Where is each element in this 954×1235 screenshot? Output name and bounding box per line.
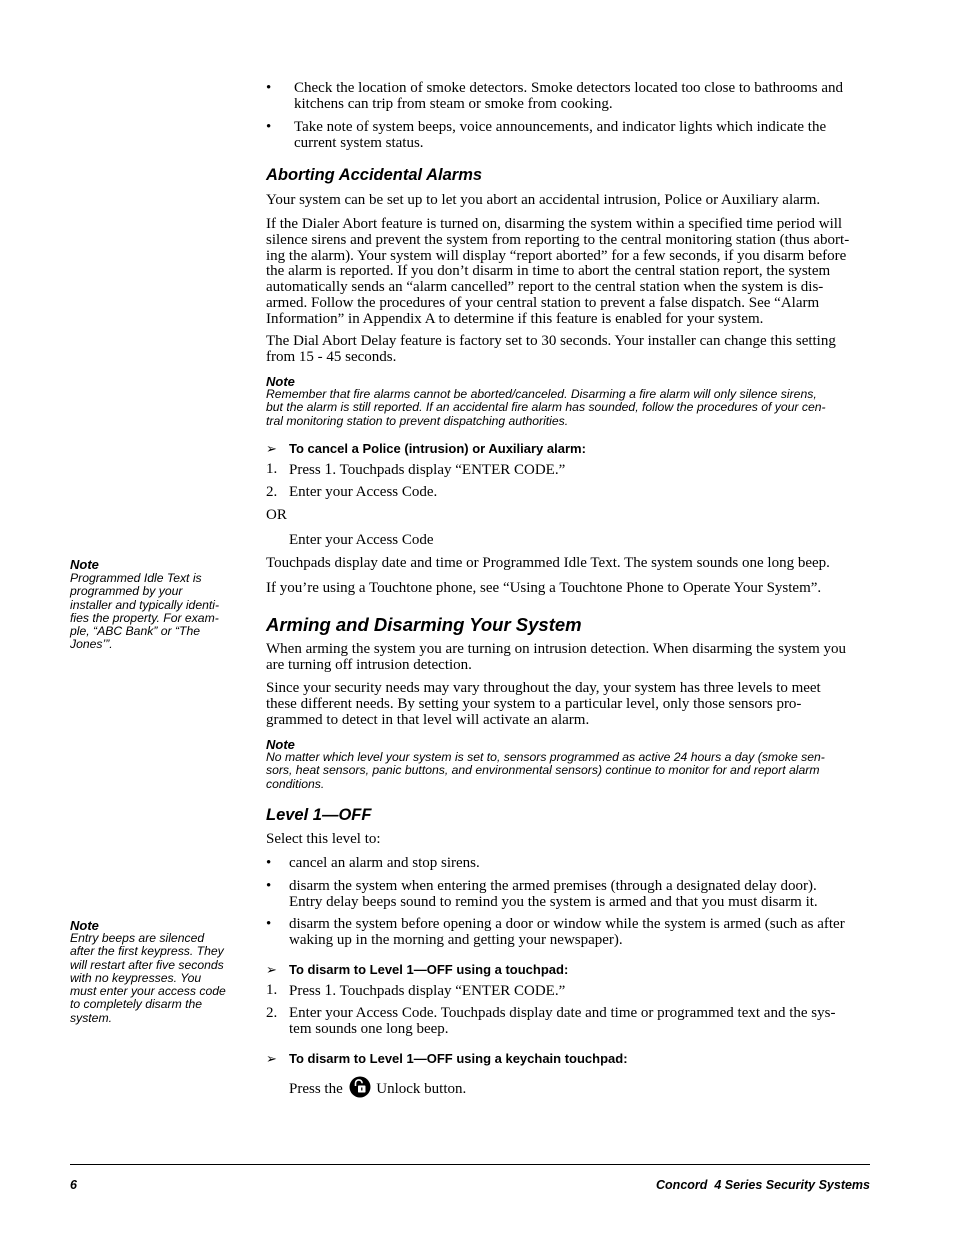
procedure-heading: ➢ To cancel a Police (intrusion) or Auxiliary alarm: [266,441,586,456]
paragraph: Touchpads display date and time or Programmed Idle Text. The system sounds one long beep. [266,555,830,571]
paragraph: If you’re using a Touchtone phone, see “Using a Touchtone Phone to Operate Your System”. [266,580,822,596]
bullet-item: • cancel an alarm and stop sirens. [266,855,480,871]
step-item: 1. Press 1. Touchpads display “ENTER CODE.” [266,461,566,478]
paragraph: When arming the system you are turning on intrusion detection. When disarming the system you are turning off intrusion detection. [266,641,847,673]
procedure-heading: ➢ To disarm to Level 1—OFF using a touchpad: [266,962,569,977]
section-heading: Level 1—OFF [266,806,372,824]
step-item: 2. Enter your Access Code. Touchpads display date and time or programmed text and the sys- tem sounds one long beep. [266,1005,836,1037]
bullet-text: Take note of system beeps, voice announcements, and indicator lights which indicate the [294,119,827,135]
side-note-title: Note [70,557,99,572]
press-unlock-line: Press the Unlock button. [289,1076,466,1103]
side-note-body: Entry beeps are silenced after the first keypress. They will restart after five seconds with no keypresses. You must enter your access code to completely disarm the system. [70,931,226,1025]
arrow-icon: ➢ [266,962,277,977]
footer-title: Concord 4 Series Security Systems [656,1178,870,1192]
bullet-item [266,81,872,115]
arrow-icon: ➢ [266,441,277,456]
or-text: OR [266,507,287,523]
key-1: 1 [324,461,333,478]
note-title: Note [266,737,295,752]
paragraph: Select this level to: [266,831,381,847]
section-heading: Aborting Accidental Alarms [266,166,483,184]
bullet-text: Check the location of smoke detectors. Smoke detectors located too close to bathrooms and [294,80,844,96]
note-body: Remember that fire alarms cannot be aborted/canceled. Disarming a fire alarm will only silence sirens, but the alarm is still reported. If an accidental fire alarm has sounded, follow the procedures of your cen- tral monitoring station to prevent dispatching authorities. [266,387,826,428]
bullet-text: current system status. [294,134,424,151]
bullet-dot: • [266,119,272,135]
step-item: 2. Enter your Access Code. [266,484,438,500]
section-heading: Arming and Disarming Your System [266,614,582,635]
step-alt: Enter your Access Code [289,532,434,548]
note-title: Note [266,374,295,389]
page-number: 6 [70,1178,77,1192]
note-body: No matter which level your system is set to, sensors programmed as active 24 hours a day (smoke sen- sors, heat sensors, panic buttons, and environmental sensors) continue to monitor for and report alarm conditions. [266,750,825,791]
step-item: 1. Press 1. Touchpads display “ENTER CODE.” [266,982,566,999]
paragraph: If the Dialer Abort feature is turned on, disarming the system within a specified time period will silence sirens and prevent the system from reporting to the central monitoring station (thus abort- ing the alarm). Your system will display “report aborted” for a few seconds, if you disarm before the alarm is reported. If you don’t disarm in time to abort the central station report, the system automatically sends an “alarm cancelled” report to the central station when the system is dis- armed. Follow the procedures of your central station to prevent a false dispatch. See “Alarm Information” in Appendix A to determine if this feature is enabled for your system. [266,216,850,327]
key-1: 1 [324,982,333,999]
arrow-icon: ➢ [266,1051,277,1066]
bullet-item: • disarm the system when entering the armed premises (through a designated delay door). Entry delay beeps sound to remind you the system is armed and that you must disarm it. [266,878,818,910]
unlock-icon [349,1076,371,1103]
bullet-item: • disarm the system before opening a door or window while the system is armed (such as after waking up in the morning and getting your newspaper). [266,916,845,948]
side-note-body: Programmed Idle Text is programmed by your installer and typically identi- fies the property. For exam- ple, “ABC Bank” or “The Jones’”. [70,571,220,652]
bullet-item [266,120,872,154]
paragraph: The Dial Abort Delay feature is factory set to 30 seconds. Your installer can change this setting from 15 - 45 seconds. [266,333,836,365]
bullet-text: kitchens can trip from steam or smoke from cooking. [294,95,613,112]
paragraph: Your system can be set up to let you abort an accidental intrusion, Police or Auxiliary alarm. [266,192,821,208]
paragraph: Since your security needs may vary throughout the day, your system has three levels to meet these different needs. By setting your system to a particular level, only those sensors pro- grammed to detect in that level will activate an alarm. [266,680,821,728]
procedure-heading: ➢ To disarm to Level 1—OFF using a keychain touchpad: [266,1051,628,1066]
bullet-dot: • [266,80,272,96]
side-note-title: Note [70,918,99,933]
footer-rule [70,1164,870,1165]
